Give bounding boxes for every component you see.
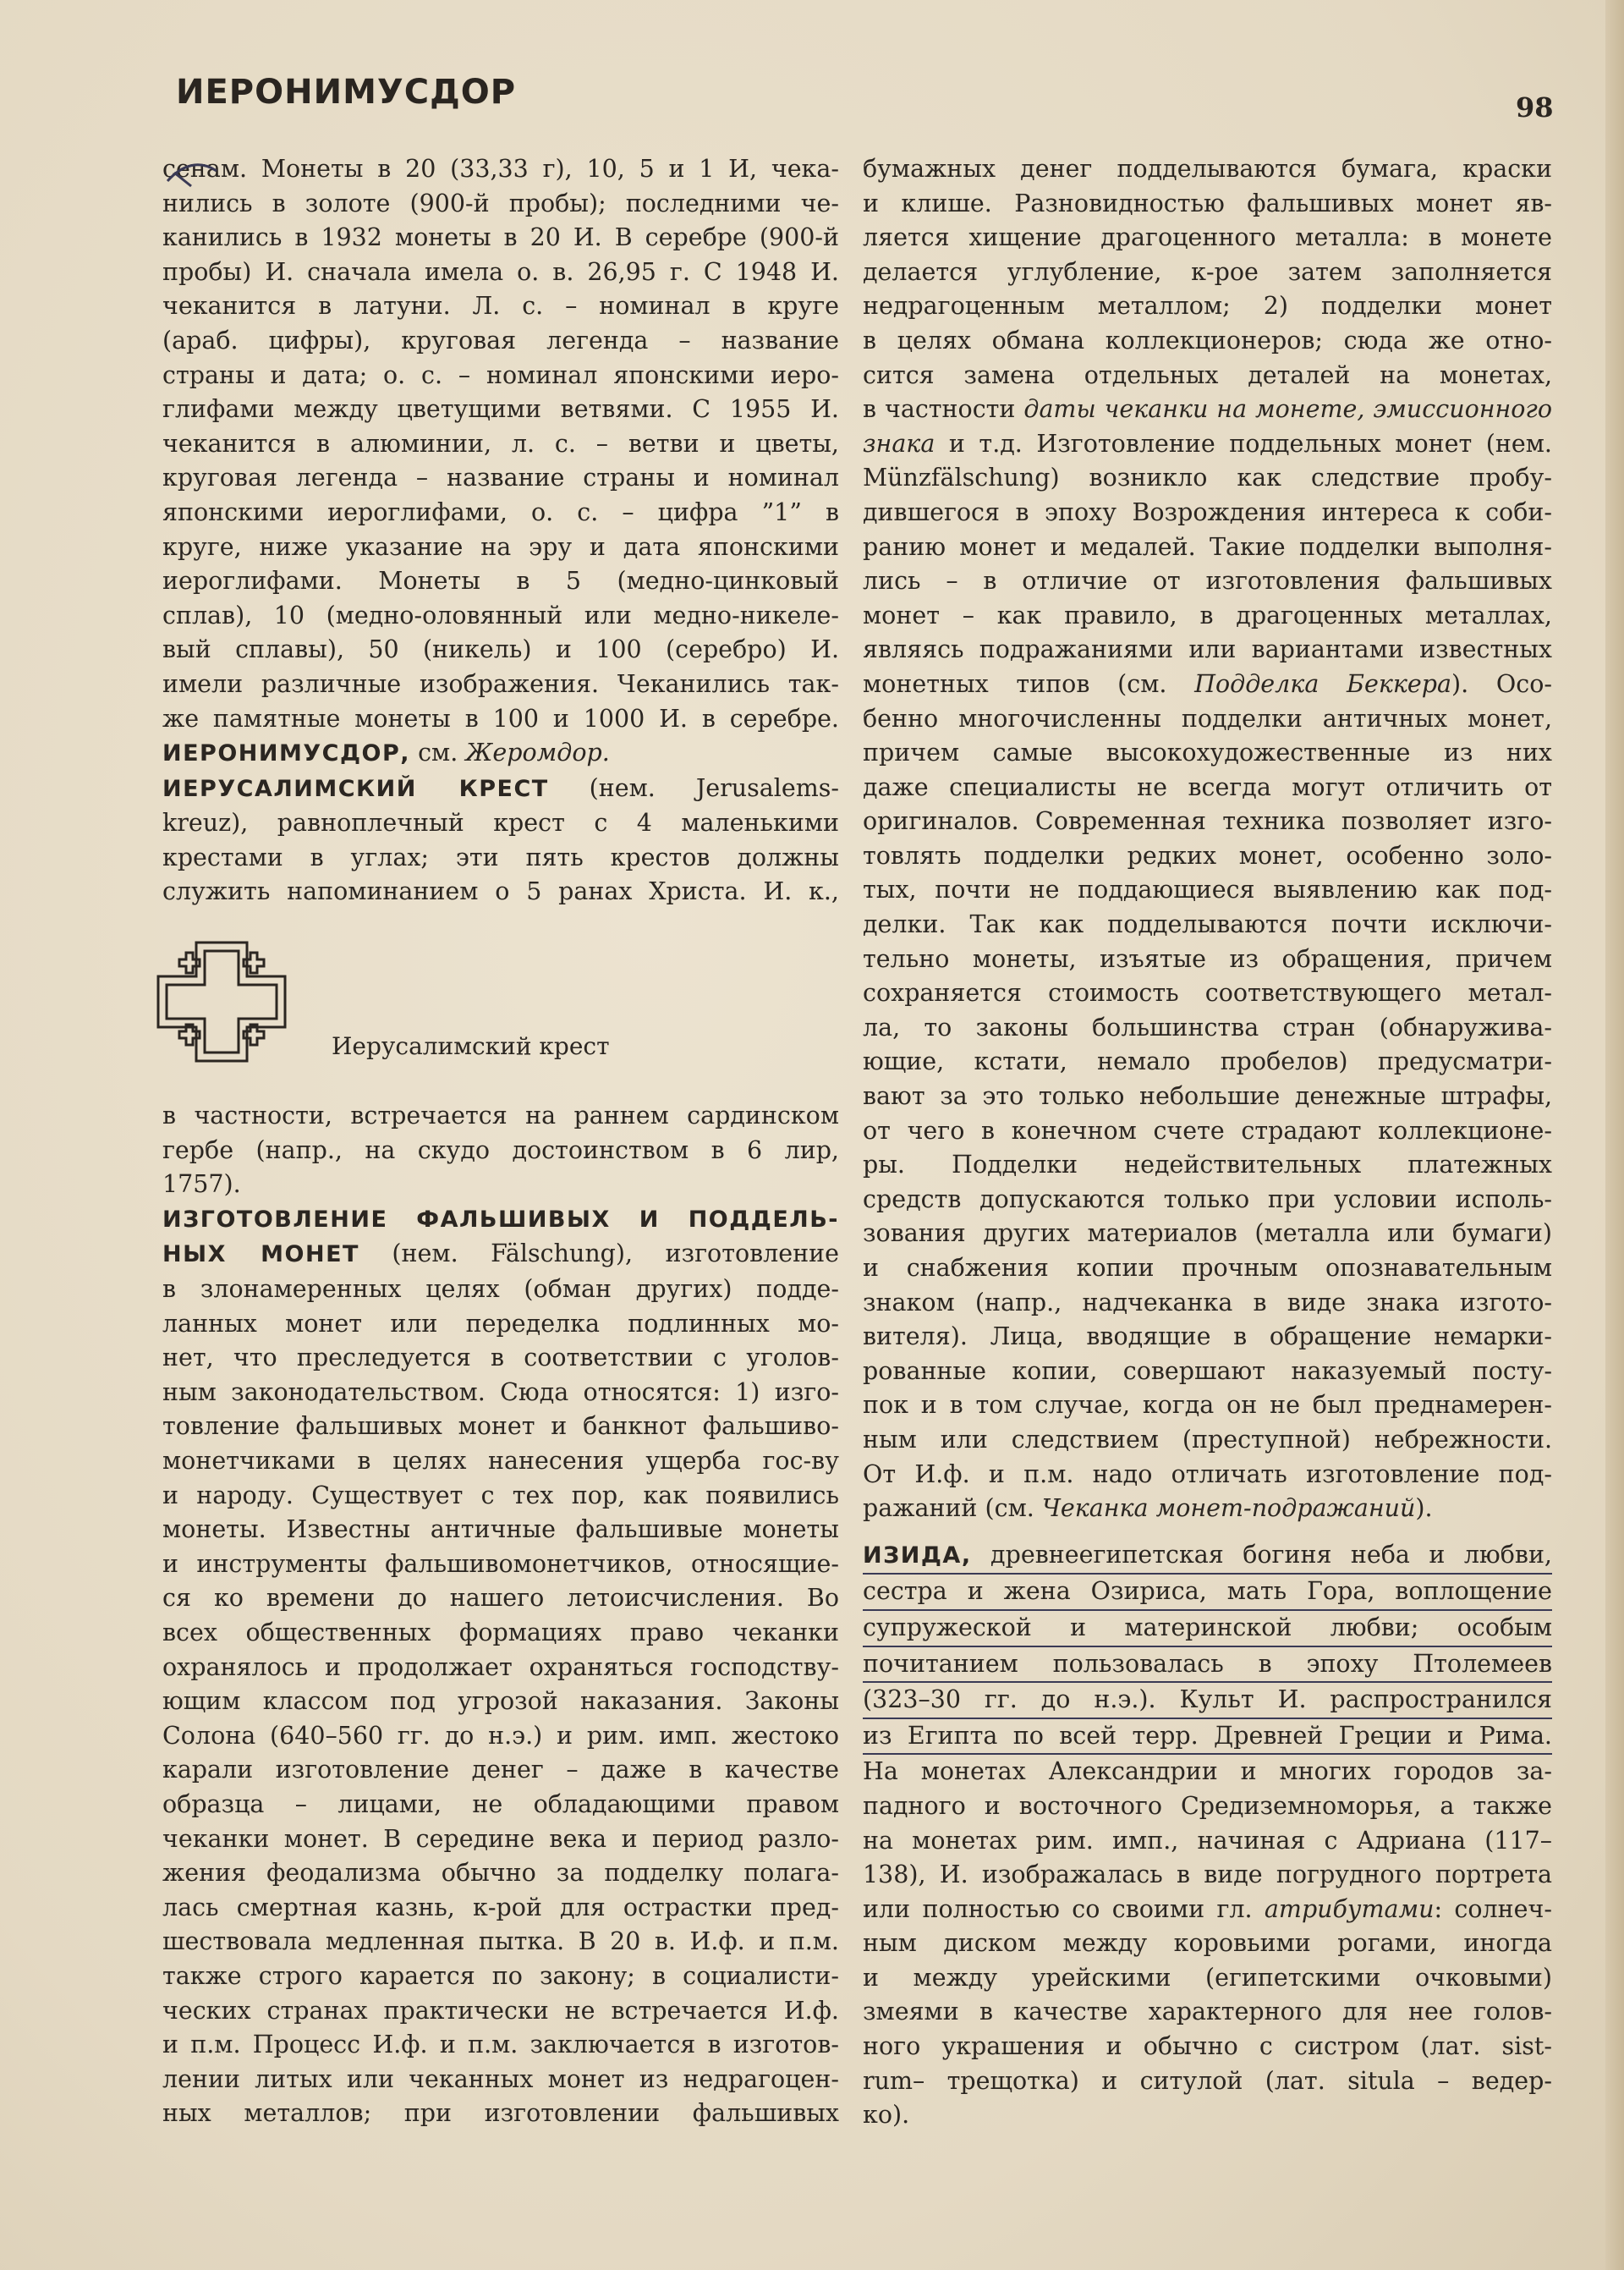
text-line: средств допускаются только при условии исполь- xyxy=(863,1184,1552,1213)
text-line: чеканится в латуни. Л. с. – номинал в круге xyxy=(162,292,839,321)
text-line: на монетах рим. имп., начиная с Адриана (117– xyxy=(863,1826,1552,1855)
text-line: ческих странах практически не встречается И.ф. xyxy=(162,1996,839,2025)
entry-isis xyxy=(863,1538,1552,2133)
entry-yen-continuation xyxy=(162,152,839,736)
text-line: и инструменты фальшивомонетчиков, относящие- xyxy=(162,1549,839,1578)
text-line: всех общественных формациях право чеканки xyxy=(162,1618,839,1646)
text-line: (араб. цифры), круговая легенда – название xyxy=(162,326,839,355)
text-line: пробы) И. сначала имела о. в. 26,95 г. С 1948 И. xyxy=(162,257,839,286)
text-line: карали изготовление денег – даже в качестве xyxy=(162,1756,839,1784)
text-line: нились в золоте (900-й пробы); последними че- xyxy=(162,189,839,217)
text-line: чеканки монет. В середине века и период разло- xyxy=(162,1824,839,1853)
text-line: являясь подражаниями или вариантами известных xyxy=(863,635,1552,664)
text-line: ланных монет или переделка подлинных мо- xyxy=(162,1309,839,1338)
text-line xyxy=(863,1492,1552,1526)
text-line: 138), И. изображалась в виде погрудного портрета xyxy=(863,1861,1552,1889)
text-line: круге, ниже указание на эру и дата японскими xyxy=(162,532,839,561)
text-line: ного украшения и обычно с систром (лат. sist- xyxy=(863,2032,1552,2061)
text-line: шествовала медленная пытка. В 20 в. И.ф. и п.м. xyxy=(162,1927,839,1956)
text-line-underlined xyxy=(863,1538,1552,1575)
text-line: ным диском между коровьими рогами, иногда xyxy=(863,1929,1552,1958)
text-line: rum– трещотка) и ситулой (лат. situla – ведер- xyxy=(863,2066,1552,2095)
text-segment: древнеегипетская богиня неба и любви, xyxy=(971,1540,1552,1569)
text-line: сохраняется стоимость соответствующего метал- xyxy=(863,979,1552,1008)
italic-term: даты чеканки на монете, эмиссионного xyxy=(1023,395,1552,424)
text-line: делки. Так как подделываются почти исключи- xyxy=(863,910,1552,939)
text-line: бумажных денег подделываются бумага, краски xyxy=(863,155,1552,183)
text-segment: в частности xyxy=(863,395,1024,424)
text-line: вают за это только небольшие денежные штрафы, xyxy=(863,1082,1552,1111)
text-line: ющие, кстати, немало пробелов) предусматри- xyxy=(863,1047,1552,1076)
text-line: дившегося в эпоху Возрождения интереса к соби- xyxy=(863,497,1552,526)
text-line: товление фальшивых монет и банкнот фальшиво- xyxy=(162,1412,839,1441)
text-line: и п.м. Процесс И.ф. и п.м. заключается в изготов- xyxy=(162,2031,839,2059)
headword: ИЗИДА, xyxy=(863,1542,972,1569)
text-segment: : солнеч- xyxy=(1434,1894,1552,1923)
text-segment: ражаний (см. xyxy=(863,1494,1042,1523)
text-line: тых, почти не поддающиеся выявлению как под- xyxy=(863,876,1552,904)
text-line: kreuz), равноплечный крест с 4 маленькими xyxy=(162,809,839,838)
text-line: Солона (640–560 гг. до н.э.) и рим. имп. жестоко xyxy=(162,1721,839,1750)
text-segment: монетных типов (см. xyxy=(863,669,1195,698)
text-line: ранию монет и медалей. Такие подделки выполня- xyxy=(863,532,1552,561)
headword: ИЗГОТОВЛЕНИЕ ФАЛЬШИВЫХ И ПОДДЕЛЬ- xyxy=(162,1206,839,1233)
text-line-underlined: супружеской и материнской любви; особым xyxy=(863,1611,1552,1647)
text-line: лении литых или чеканных монет из недрагоцен- xyxy=(162,2064,839,2093)
text-line: ко). xyxy=(863,2101,910,2130)
text-line: же памятные монеты в 100 и 1000 И. в серебре. xyxy=(162,704,839,733)
text-line: причем самые высокохудожественные из них xyxy=(863,739,1552,767)
text-line: пок и в том случае, когда он не был преднамерен- xyxy=(863,1391,1552,1420)
text-line: ных металлов; при изготовлении фальшивых xyxy=(162,2099,839,2128)
italic-term: знака xyxy=(863,429,935,458)
text-line-underlined: (323–30 гг. до н.э.). Культ И. распространился xyxy=(863,1683,1552,1719)
running-title: ИЕРОНИМУСДОР xyxy=(176,73,517,112)
text-line xyxy=(863,1893,1552,1927)
cross-reference: атрибутами xyxy=(1264,1894,1435,1923)
text-line: Münzfälschung) возникло как следствие пробу- xyxy=(863,464,1552,492)
text-line: товлять подделки редких монет, особенно золо- xyxy=(863,841,1552,870)
text-line: гербе (напр., на скудо достоинством в 6 лир, xyxy=(162,1135,839,1164)
entry-forgery-continuation xyxy=(863,152,1552,1526)
figure-jerusalem-cross xyxy=(154,938,839,1091)
text-line: недрагоценным металлом; 2) подделки монет xyxy=(863,292,1552,321)
text-line: и между урейскими (египетскими очковыми) xyxy=(863,1963,1552,1992)
headword: ИЕРОНИМУСДОР, xyxy=(162,740,411,767)
text-line: ся ко времени до нашего летоисчисления. Во xyxy=(162,1584,839,1613)
headword-continuation: НЫХ МОНЕТ xyxy=(162,1241,359,1268)
text-line: бенно многочисленны подделки античных монет, xyxy=(863,704,1552,733)
page-number: 98 xyxy=(1516,91,1554,124)
text-line: охранялось и продолжает охраняться господству- xyxy=(162,1652,839,1681)
cross-reference: Чеканка монет-подражаний xyxy=(1041,1494,1416,1523)
text-line-underlined: почитанием пользовалась в эпоху Птолемеев xyxy=(863,1647,1552,1684)
text-line: монеты. Известны античные фальшивые монеты xyxy=(162,1515,839,1544)
right-column xyxy=(863,152,1552,2133)
text-line: монетчиками в целях нанесения ущерба гос-ву xyxy=(162,1447,839,1475)
text-line: ным законодательством. Сюда относятся: 1) изго- xyxy=(162,1377,839,1406)
jerusalem-cross-icon xyxy=(154,938,289,1065)
text-line: канились в 1932 монеты в 20 И. В серебре (900-й xyxy=(162,223,839,252)
text-line: круговая легенда – название страны и номинал xyxy=(162,464,839,492)
text-line: сится замена отдельных деталей на монетах, xyxy=(863,360,1552,389)
headword: ИЕРУСАЛИМСКИЙ КРЕСТ xyxy=(162,775,549,802)
cross-reference: Жеромдор. xyxy=(465,739,610,767)
text-line: вителя). Лица, вводящие в обращение немарки- xyxy=(863,1322,1552,1351)
text-line: имели различные изображения. Чеканились так- xyxy=(162,669,839,698)
text-line: сплав), 10 (медно-оловянный или медно-никеле- xyxy=(162,601,839,629)
text-line: в злонамеренных целях (обман других) подде- xyxy=(162,1275,839,1304)
text-line xyxy=(863,668,1552,702)
text-line: делается углубление, к-рое затем заполняется xyxy=(863,257,1552,286)
text-line: тельно монеты, изъятые из обращения, причем xyxy=(863,944,1552,973)
text-line: падного и восточного Средиземноморья, а также xyxy=(863,1791,1552,1820)
text-line: ла, то законы большинства стран (обнаружива- xyxy=(863,1013,1552,1042)
text-line: и народу. Существует с тех пор, как появились xyxy=(162,1481,839,1509)
text-segment: ). xyxy=(1415,1494,1433,1523)
page-edge xyxy=(1605,0,1624,2270)
text-line: служить напоминанием о 5 ранах Христа. И. к., xyxy=(162,877,839,906)
text-segment: ). Осо- xyxy=(1451,669,1553,698)
text-line: (нем. Fälschung), изготовление xyxy=(359,1239,839,1268)
text-line: ляется хищение драгоценного металла: в монете xyxy=(863,223,1552,252)
text-line: иероглифами. Монеты в 5 (медно-цинковый xyxy=(162,567,839,596)
cross-reference: Подделка Беккера xyxy=(1194,669,1451,698)
text-line: крестами в углах; эти пять крестов должны xyxy=(162,843,839,871)
text-line: зования других материалов (металла или бумаги) xyxy=(863,1219,1552,1248)
text-line: оригиналов. Современная техника позволяет изго- xyxy=(863,807,1552,836)
text-line: даже специалисты не всегда могут отличить от xyxy=(863,772,1552,801)
text-line: также строго карается по закону; в социалисти- xyxy=(162,1961,839,1990)
text-line xyxy=(863,393,1552,427)
entry-hieronymusdor xyxy=(162,736,839,772)
text-segment: или полностью со своими гл. xyxy=(863,1894,1265,1923)
text-line: лась смертная казнь, к-рой для острастки пред- xyxy=(162,1893,839,1921)
see-text: см. xyxy=(410,739,466,767)
text-line: жения феодализма обычно за подделку полага- xyxy=(162,1859,839,1888)
text-line: нет, что преследуется в соответствии с уголов- xyxy=(162,1344,839,1372)
text-line-underlined: из Египта по всей терр. Древней Греции и Рима. xyxy=(863,1719,1552,1756)
text-line: чеканится в алюминии, л. с. – ветви и цветы, xyxy=(162,429,839,458)
text-line: рованные копии, совершают наказуемый посту- xyxy=(863,1356,1552,1385)
text-line: от чего в конечном счете страдают коллекционе- xyxy=(863,1116,1552,1145)
text-line-underlined: сестра и жена Озириса, мать Гора, воплощение xyxy=(863,1575,1552,1611)
text-line: 1757). xyxy=(162,1170,241,1199)
text-line: японскими иероглифами, о. с. – цифра ”1” в xyxy=(162,497,839,526)
entry-forgery xyxy=(162,1202,839,2131)
entry-jerusalem-cross xyxy=(162,772,839,910)
text-line: страны и дата; о. с. – номинал японскими иеро- xyxy=(162,360,839,389)
text-line: ры. Подделки недействительных платежных xyxy=(863,1151,1552,1179)
text-line: в целях обмана коллекционеров; сюда же отно- xyxy=(863,326,1552,355)
text-line: глифами между цветущими ветвями. С 1955 И. xyxy=(162,395,839,424)
text-line: вый сплавы), 50 (никель) и 100 (серебро) И. xyxy=(162,635,839,664)
text-line: образца – лицами, не обладающими правом xyxy=(162,1789,839,1818)
text-line: змеями в качестве характерного для нее голов- xyxy=(863,1998,1552,2026)
left-column xyxy=(162,152,839,2131)
text-segment: и т.д. Изготовление поддельных монет (нем. xyxy=(935,429,1552,458)
text-line: и снабжения копии прочным опознавательным xyxy=(863,1254,1552,1282)
text-line: в частности, встречается на раннем сардинском xyxy=(162,1102,839,1130)
text-line: лись – в отличие от изготовления фальшивых xyxy=(863,567,1552,596)
text-line xyxy=(863,427,1552,462)
text-line: монет – как правило, в драгоценных металлах, xyxy=(863,601,1552,629)
text-line: (нем. Jerusalems- xyxy=(548,773,839,802)
text-line: и клише. Разновидностью фальшивых монет яв- xyxy=(863,189,1552,217)
text-line: На монетах Александрии и многих городов за- xyxy=(863,1757,1552,1786)
text-line: ным или следствием (преступной) небрежности. xyxy=(863,1425,1552,1454)
text-line: знаком (напр., надчеканка в виде знака изгото- xyxy=(863,1288,1552,1316)
figure-caption: Иерусалимский крест xyxy=(332,1032,610,1061)
text-line: От И.ф. и п.м. надо отличать изготовление под- xyxy=(863,1459,1552,1488)
text-line: сенам. Монеты в 20 (33,33 г), 10, 5 и 1 И, чека- xyxy=(162,155,839,183)
text-line: ющим классом под угрозой наказания. Законы xyxy=(162,1687,839,1716)
